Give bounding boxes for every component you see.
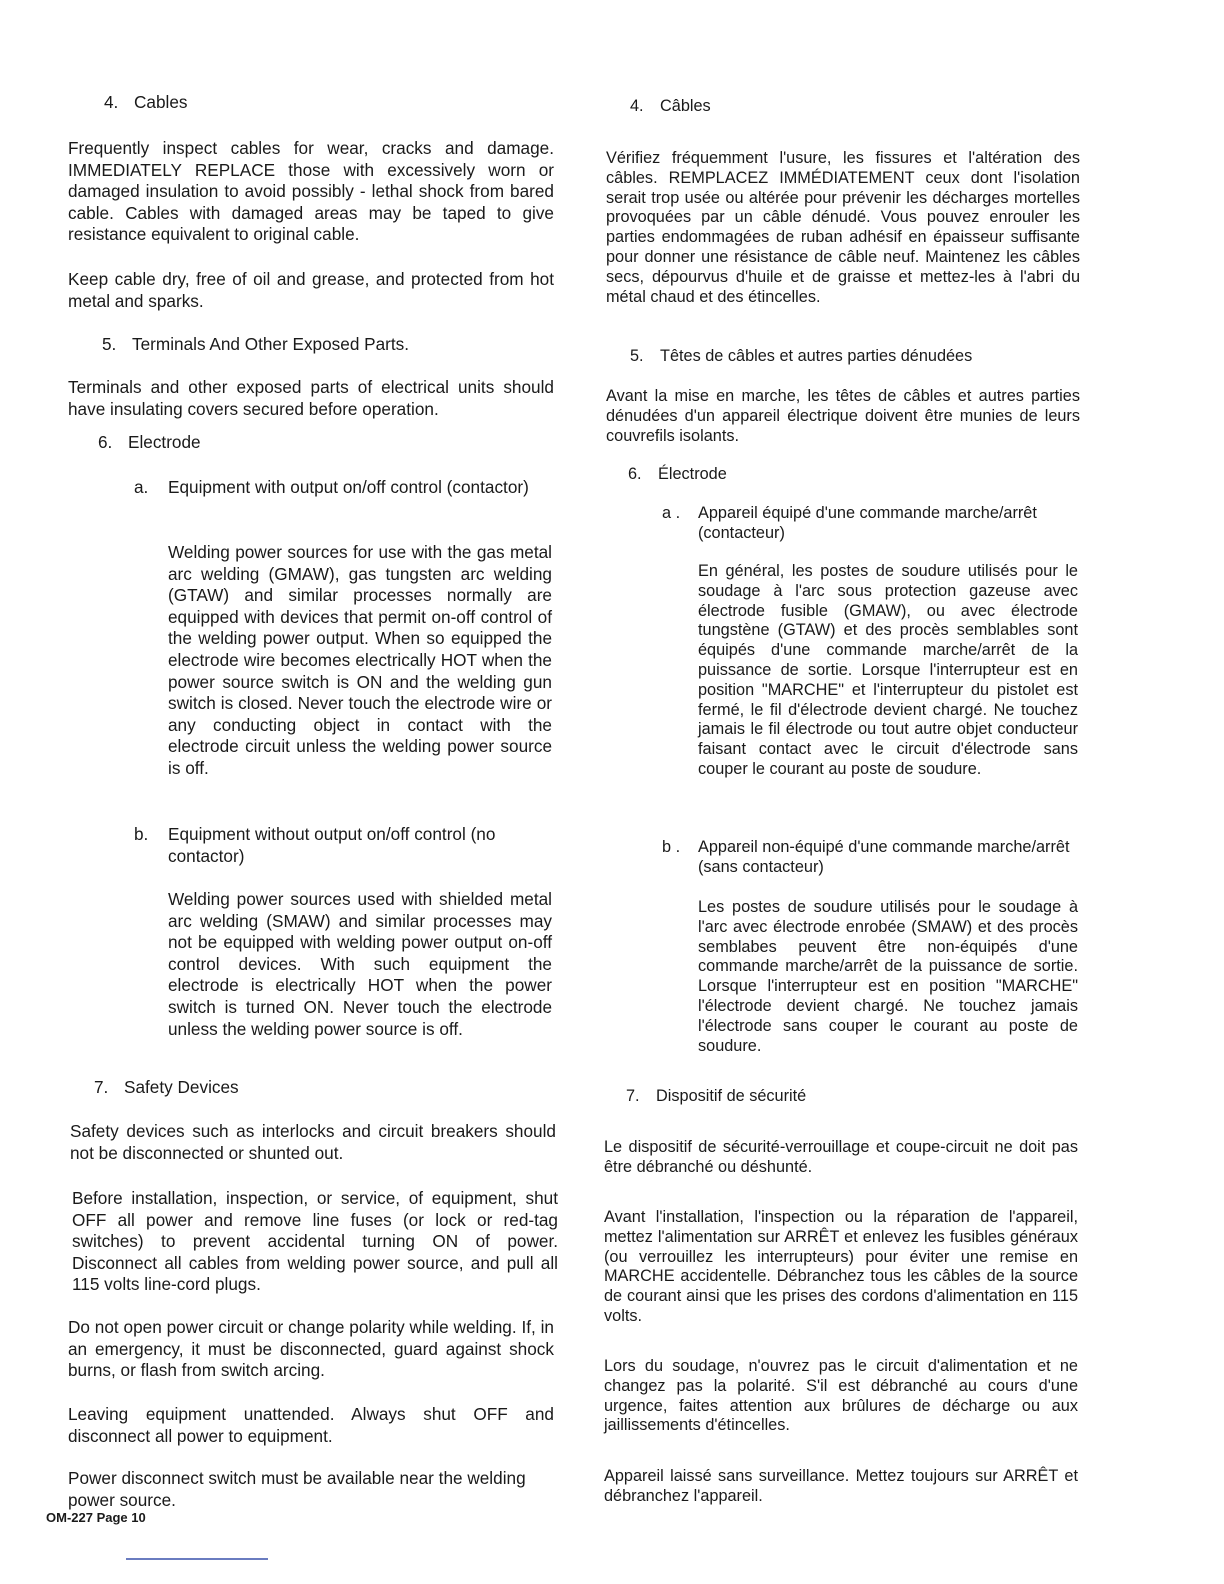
section-7-heading: 7. Dispositif de sécurité <box>626 1087 807 1105</box>
paragraph: Avant l'installation, l'inspection ou la réparation de l'appareil, mettez l'alimentation sur ARRÊT et enlevez les fusibles généraux (ou verrouillez les interrupteurs) pour éviter une remise en MARCHE accidentelle. Débranchez tous les câbles de la source de courant ainsi que les prises des cordons d'alimentation en 115 volts. <box>604 1208 1078 1325</box>
section-5-heading: 5. Terminals And Other Exposed Parts. <box>102 334 410 354</box>
paragraph: Vérifiez fréquemment l'usure, les fissures et l'altération des câbles. REMPLACEZ IMMÉDIATEMENT ceux dont l'isolation serait trop usée ou altérée pour prévenir les décharges mortelles provoquées par un câble dénudé. Vous pouvez enrouler les parties endommagées de ruban adhésif en épaisseur suffisante pour donner une résistance de câble neuf. Maintenez les câbles secs, dépourvus d'huile et de graisse et mettez-les à l'abri du métal chaud et des étincelles. <box>606 149 1080 306</box>
paragraph: Leaving equipment unattended. Always shut OFF and disconnect all power to equipment. <box>68 1404 554 1446</box>
section-title: Câbles <box>660 97 711 115</box>
subsection-title: Appareil équipé d'une commande marche/arrêt (contacteur) <box>698 504 1037 542</box>
paragraph: Appareil laissé sans surveillance. Mettez toujours sur ARRÊT et débranchez l'appareil. <box>604 1467 1078 1505</box>
paragraph: Le dispositif de sécurité-verrouillage et coupe-circuit ne doit pas être débranché ou déshunté. <box>604 1138 1078 1176</box>
subsection-title: Appareil non-équipé d'une commande marche/arrêt (sans contacteur) <box>698 838 1070 876</box>
subsection-label: a . <box>662 504 681 522</box>
subsection-body: Welding power sources used with shielded metal arc welding (SMAW) and similar processes may not be equipped with welding power output on-off control devices. With such equipment the electrode is electrically HOT when the power switch is turned ON. Never touch the electrode unless the welding power source is off. <box>168 889 552 1039</box>
section-4-heading: 4. Câbles <box>630 97 711 115</box>
paragraph: Avant la mise en marche, les têtes de câbles et autres parties dénudées d'un appareil électrique doivent être munies de leurs couvrefils isolants. <box>606 387 1080 445</box>
paragraph: Terminals and other exposed parts of electrical units should have insulating covers secured before operation. <box>68 377 554 419</box>
subsection-title: Equipment without output on/off control (no contactor) <box>168 824 496 866</box>
section-4-heading: 4. Cables <box>104 92 188 112</box>
subsection-title: Equipment with output on/off control (contactor) <box>168 477 529 497</box>
section-6-heading: 6. Electrode <box>98 432 201 452</box>
section-title: Electrode <box>128 432 201 452</box>
subsection-label: b. <box>134 824 149 844</box>
subsection-label: a. <box>134 477 149 497</box>
section-title: Cables <box>134 92 188 112</box>
section-title: Safety Devices <box>124 1077 239 1097</box>
page-label: OM-227 Page 10 <box>46 1510 146 1525</box>
bottom-rule <box>126 1558 268 1560</box>
subsection-body: Welding power sources for use with the gas metal arc welding (GMAW), gas tungsten arc welding (GTAW) and similar processes normally are equipped with devices that permit on-off control of the welding power output. When so equipped the electrode wire becomes electrically HOT when the power source switch is ON and the welding gun switch is closed. Never touch the electrode wire or any conducting object in contact with the electrode circuit unless the welding power source is off. <box>168 542 552 778</box>
section-title: Dispositif de sécurité <box>656 1087 807 1105</box>
paragraph: Keep cable dry, free of oil and grease, and protected from hot metal and sparks. <box>68 269 554 311</box>
section-title: Têtes de câbles et autres parties dénudées <box>660 347 973 365</box>
section-title: Terminals And Other Exposed Parts. <box>132 334 410 354</box>
section-6-heading: 6. Électrode <box>628 465 727 483</box>
paragraph: Power disconnect switch must be available near the welding power source. <box>68 1468 526 1510</box>
paragraph: Lors du soudage, n'ouvrez pas le circuit d'alimentation et ne changez pas la polarité. S'il est débranché au cours d'une urgence, faites attention aux brûlures de décharge ou aux jaillissements d'étincelles. <box>604 1357 1078 1435</box>
paragraph: Before installation, inspection, or service, of equipment, shut OFF all power and remove line fuses (or lock or red-tag switches) to prevent accidental turning ON of power. Disconnect all cables from welding power source, and pull all 115 volts line-cord plugs. <box>72 1188 558 1295</box>
subsection-body: Les postes de soudure utilisés pour le soudage à l'arc avec électrode enrobée (SMAW) et des procès semblabes peuvent être non-équipés d'une commande marche/arrêt de la puissance de sortie. Lorsque l'interrupteur est en position "MARCHE" l'électrode devient chargé. Ne touchez jamais l'électrode sans couper le courant au poste de soudure. <box>698 898 1078 1055</box>
subsection-label: b . <box>662 838 681 856</box>
section-5-heading: 5. Têtes de câbles et autres parties dénudées <box>630 347 973 365</box>
section-title: Électrode <box>658 465 727 483</box>
paragraph: Safety devices such as interlocks and circuit breakers should not be disconnected or shunted out. <box>70 1121 556 1163</box>
paragraph: Do not open power circuit or change polarity while welding. If, in an emergency, it must be disconnected, guard against shock burns, or flash from switch arcing. <box>68 1317 554 1381</box>
subsection-body: En général, les postes de soudure utilisés pour le soudage à l'arc sous protection gazeuse avec électrode fusible (GMAW), ou avec électrode tungstène (GTAW) et des procès semblables sont équipés d'une commande marche/arrêt de la puissance de sortie. Lorsque l'interrupteur est en position "MARCHE" et l'interrupteur du pistolet est fermé, le fil d'électrode devient chargé. Ne touchez jamais le fil électrode ou tout autre objet conducteur faisant contact avec le circuit d'électrode sans couper le courant au poste de soudure. <box>698 562 1078 778</box>
section-7-heading: 7. Safety Devices <box>94 1077 239 1097</box>
paragraph: Frequently inspect cables for wear, cracks and damage. IMMEDIATELY REPLACE those with excessively worn or damaged insulation to avoid possibly - lethal shock from bared cable. Cables with damaged areas may be taped to give resistance equivalent to original cable. <box>68 138 554 245</box>
